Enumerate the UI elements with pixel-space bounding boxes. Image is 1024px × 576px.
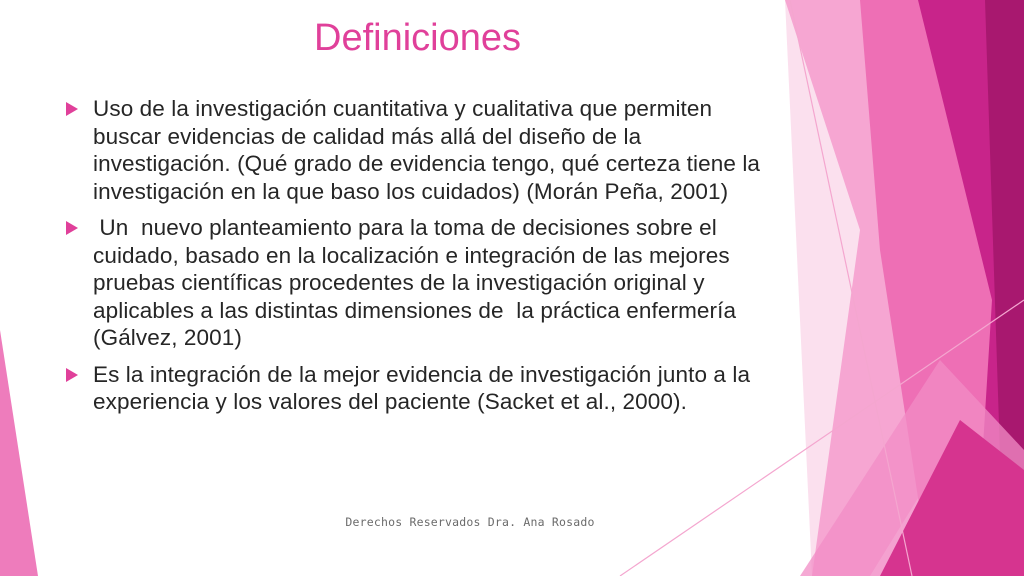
bullet-text: Un nuevo planteamiento para la toma de decisiones sobre el cuidado, basado en la localización e integración de las mejores pruebas científicas procedentes de la investigación original y aplicables a las distintas dimensiones de la práctica enfermería (Gálvez, 2001) bbox=[93, 215, 743, 350]
triangle-bullet-icon bbox=[66, 368, 78, 382]
bullet-item bbox=[62, 361, 782, 416]
slide-title: Definiciones bbox=[314, 17, 521, 59]
bullet-list bbox=[62, 95, 782, 416]
bullet-text: Es la integración de la mejor evidencia de investigación junto a la experiencia y los valores del paciente (Sacket et al., 2000). bbox=[93, 361, 757, 414]
triangle-bullet-icon bbox=[66, 102, 78, 116]
left-pink-wedge bbox=[0, 330, 38, 576]
triangle-bullet-icon bbox=[66, 221, 78, 235]
bullet-item bbox=[62, 95, 782, 205]
bullet-item bbox=[62, 214, 782, 352]
bullet-text: Uso de la investigación cuantitativa y cualitativa que permiten buscar evidencias de calidad más allá del diseño de la investigación. (Qué grado de evidencia tengo, qué certeza tiene la investigación en la que baso los cuidados) (Morán Peña, 2001) bbox=[93, 96, 767, 204]
footer-text: Derechos Reservados Dra. Ana Rosado bbox=[345, 515, 595, 529]
